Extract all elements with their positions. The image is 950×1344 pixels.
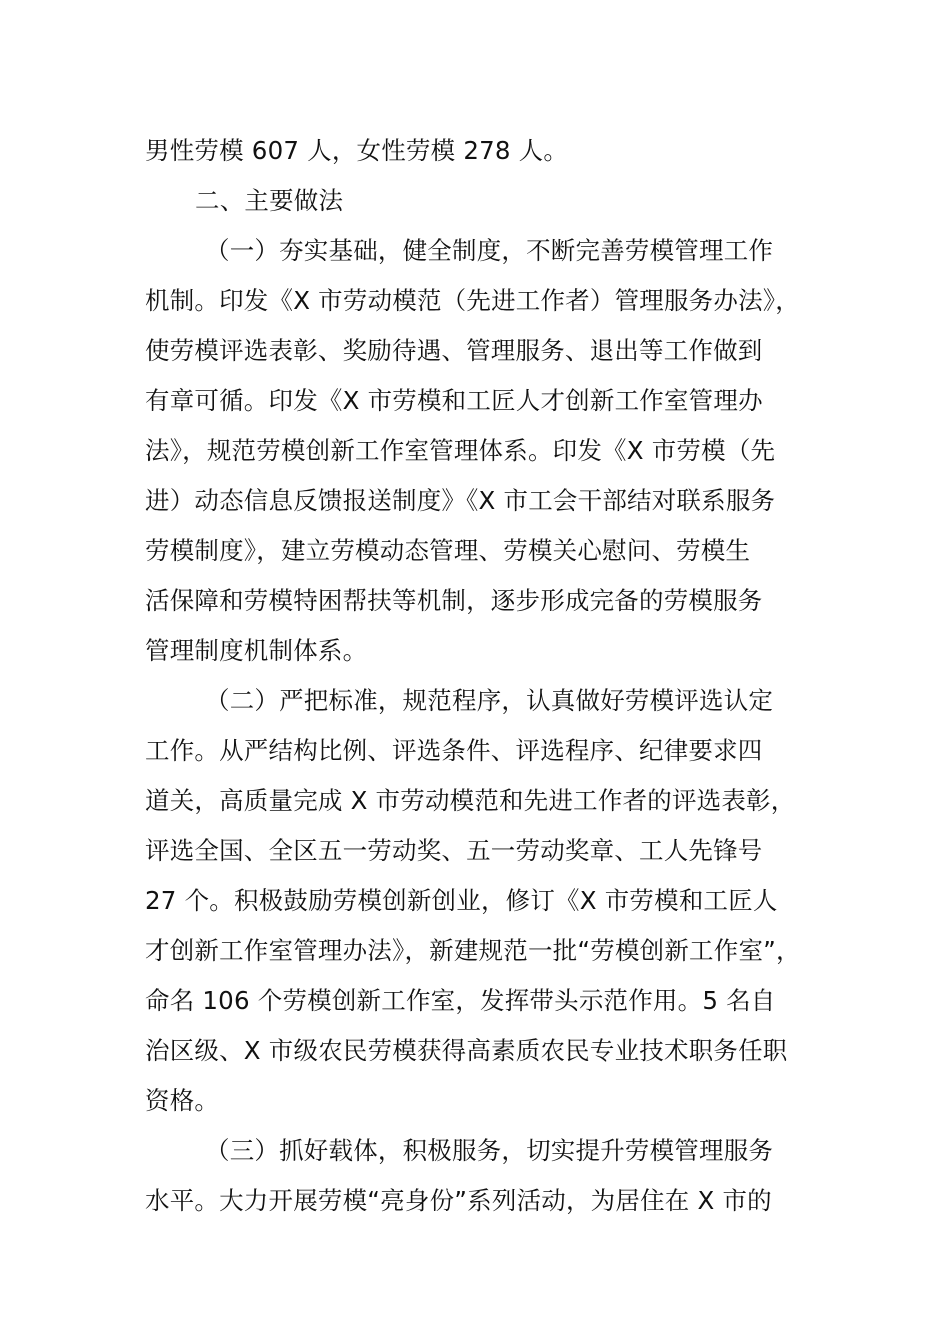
subsection-heading: （一）夯实基础，健全制度，不断完善劳模管理工作 [205, 236, 774, 265]
text-line: 治区级、X 市级农民劳模获得高素质农民专业技术职务任职 [145, 1036, 788, 1065]
text-line: 才创新工作室管理办法》，新建规范一批“劳模创新工作室”， [145, 936, 801, 965]
text-line: 男性劳模 607 人，女性劳模 278 人。 [145, 136, 569, 165]
text-line: 机制。印发《X 市劳动模范（先进工作者）管理服务办法》， [145, 286, 800, 315]
text-line: 水平。大力开展劳模“亮身份”系列活动，为居住在 X 市的 [145, 1186, 772, 1215]
text-line: 道关，高质量完成 X 市劳动模范和先进工作者的评选表彰， [145, 786, 796, 815]
subsection-heading: （二）严把标准，规范程序，认真做好劳模评选认定 [205, 686, 774, 715]
text-line: 劳模制度》，建立劳模动态管理、劳模关心慰问、劳模生 [145, 536, 751, 565]
text-line: 管理制度机制体系。 [145, 636, 368, 665]
text-line: 评选全国、全区五一劳动奖、五一劳动奖章、工人先锋号 [145, 836, 763, 865]
text-line: 有章可循。印发《X 市劳模和工匠人才创新工作室管理办 [145, 386, 763, 415]
text-line: 资格。 [145, 1086, 220, 1115]
section-heading: 二、主要做法 [195, 186, 344, 215]
text-line: 工作。从严结构比例、评选条件、评选程序、纪律要求四 [145, 736, 763, 765]
text-line: 进）动态信息反馈报送制度》《X 市工会干部结对联系服务 [145, 486, 776, 515]
text-line: 法》，规范劳模创新工作室管理体系。印发《X 市劳模（先 [145, 436, 776, 465]
text-line: 活保障和劳模特困帮扶等机制，逐步形成完备的劳模服务 [145, 586, 763, 615]
text-line: 27 个。积极鼓励劳模创新创业，修订《X 市劳模和工匠人 [145, 886, 778, 915]
subsection-heading: （三）抓好载体，积极服务，切实提升劳模管理服务 [205, 1136, 774, 1165]
text-line: 命名 106 个劳模创新工作室，发挥带头示范作用。5 名自 [145, 986, 776, 1015]
text-line: 使劳模评选表彰、奖励待遇、管理服务、退出等工作做到 [145, 336, 763, 365]
